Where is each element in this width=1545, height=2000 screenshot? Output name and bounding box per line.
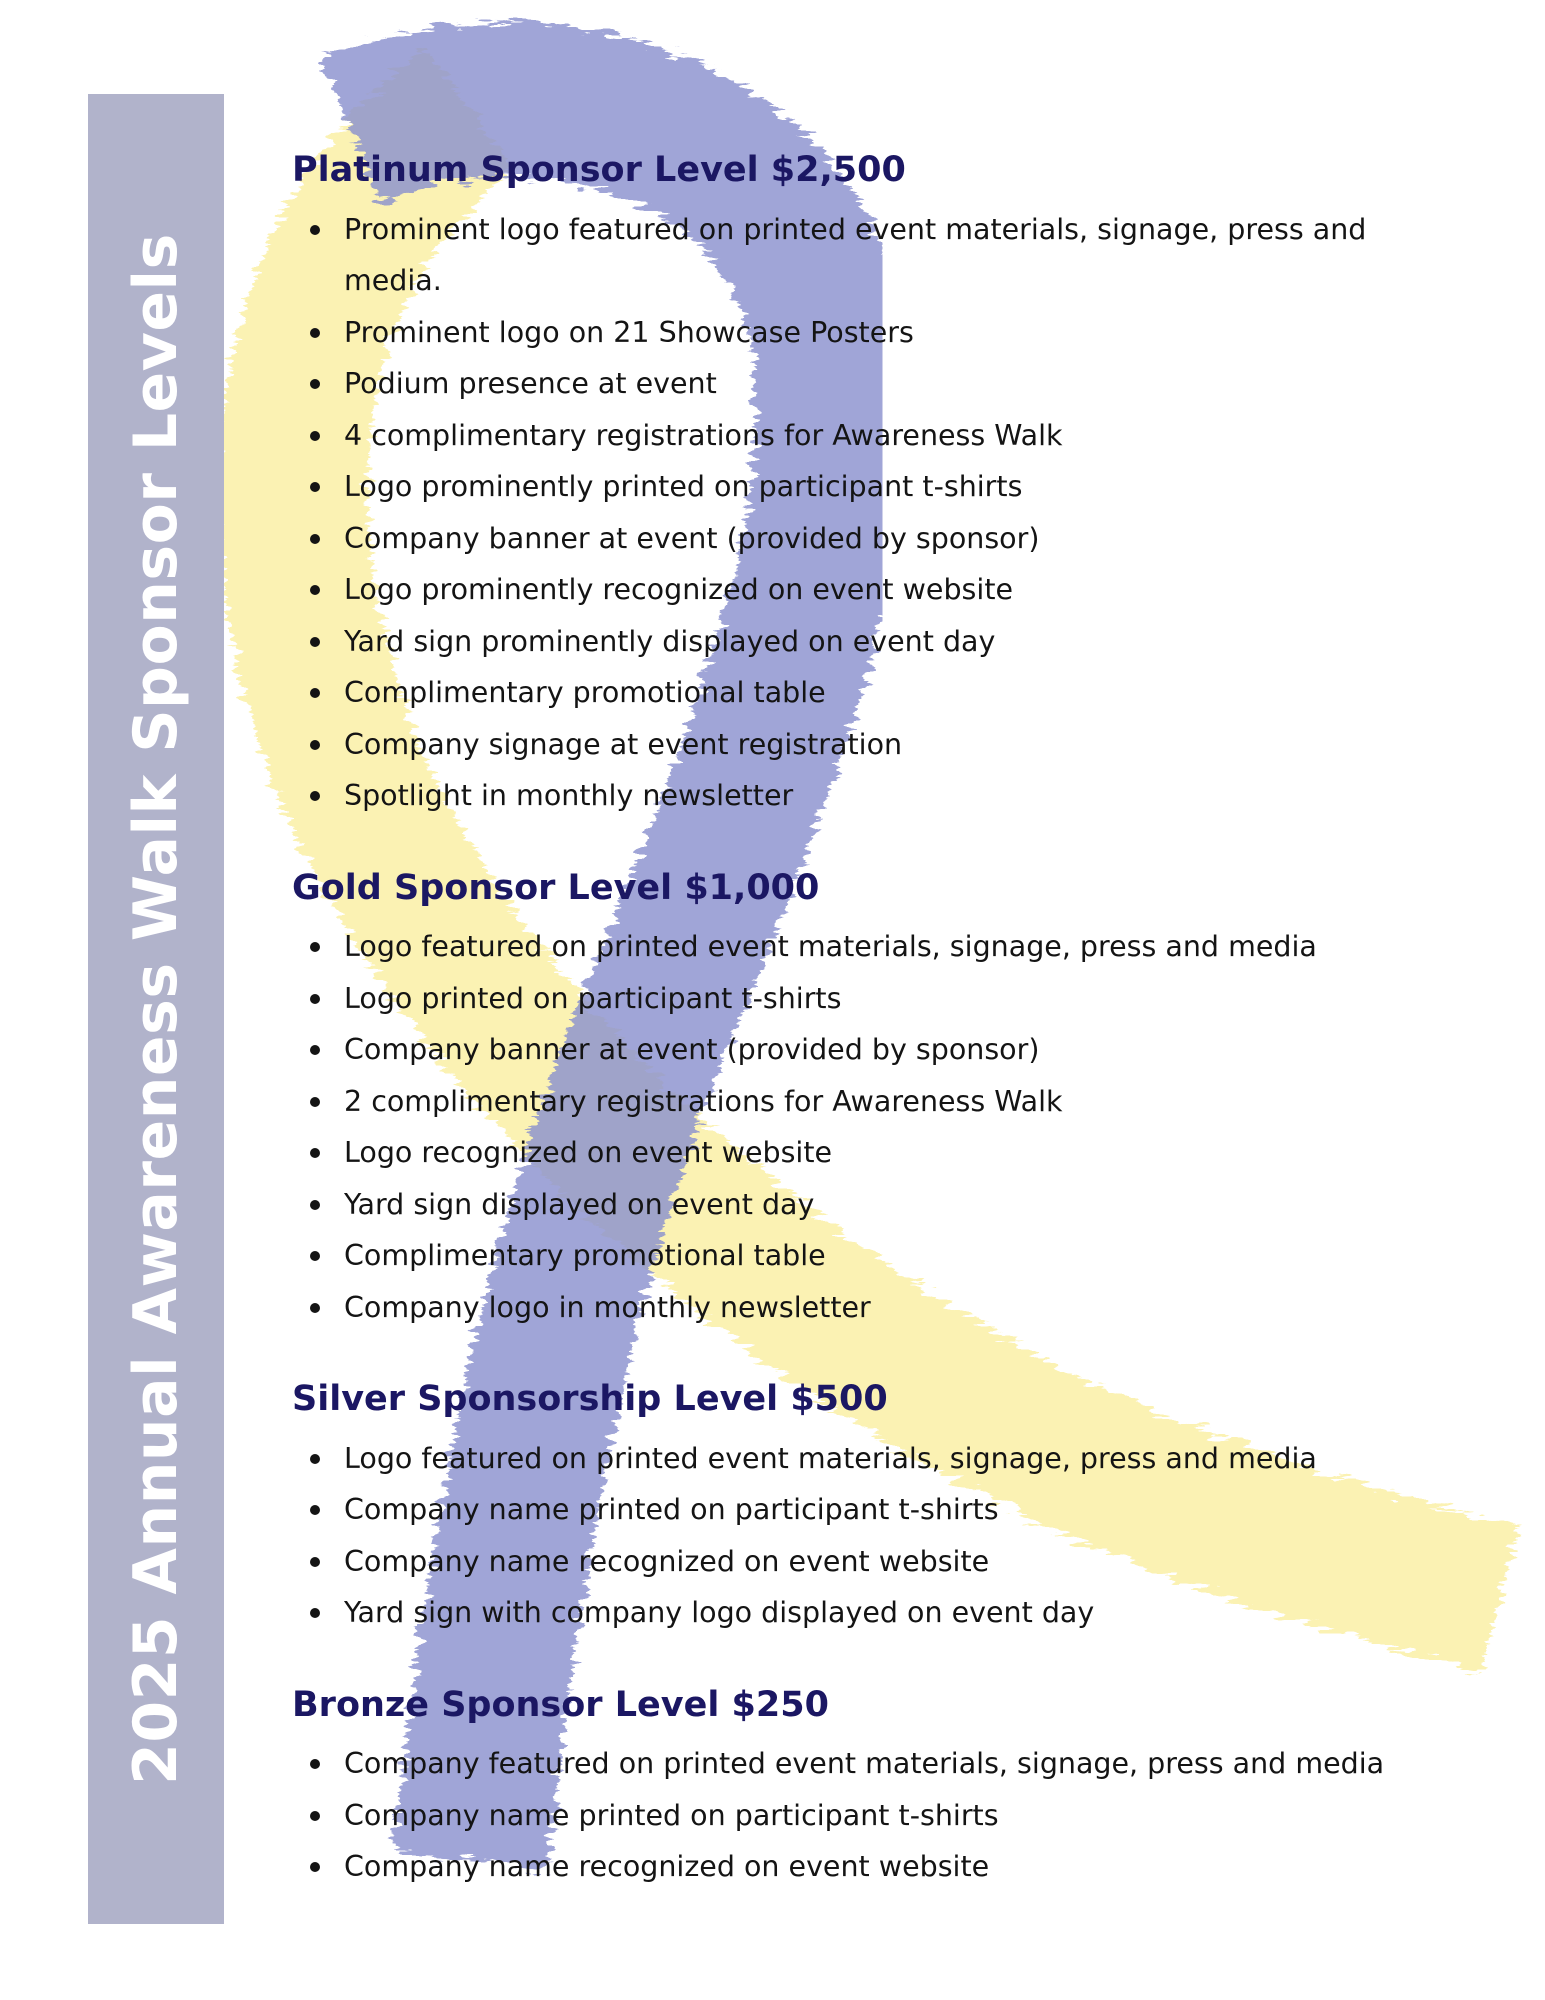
sponsor-level-heading: Platinum Sponsor Level $2,500 — [292, 150, 906, 190]
benefit-text: Company name recognized on event website — [344, 1850, 990, 1883]
bullet-icon — [310, 1608, 320, 1618]
benefit-text: Prominent logo on 21 Showcase Posters — [344, 315, 914, 349]
bullet-icon — [310, 1148, 320, 1158]
bullet-icon — [310, 1454, 320, 1464]
benefit-text: Company banner at event (provided by sponsor) — [344, 1033, 1040, 1066]
bullet-icon — [310, 740, 320, 750]
benefit-text: Company name printed on participant t-shirts — [344, 1798, 999, 1832]
benefit-item — [292, 1076, 1442, 1128]
bullet-icon — [310, 328, 320, 338]
benefit-list — [292, 204, 1442, 822]
bullet-icon — [310, 994, 320, 1004]
benefit-text: Complimentary promotional table — [344, 676, 826, 709]
benefit-text: 2 complimentary registrations for Awareness Walk — [344, 1084, 1063, 1118]
benefit-item — [292, 1841, 1442, 1893]
sponsor-level-section — [292, 1683, 1442, 1893]
benefit-text: Logo prominently printed on participant t-shirts — [344, 470, 1023, 503]
bullet-icon — [310, 791, 320, 801]
benefit-text: Company name recognized on event website — [344, 1544, 990, 1578]
benefit-text: Logo recognized on event website — [344, 1136, 833, 1169]
benefit-item — [292, 564, 1442, 616]
bullet-icon — [310, 688, 320, 698]
benefit-text: 4 complimentary registrations for Awareness Walk — [344, 418, 1063, 452]
benefit-text: Spotlight in monthly newsletter — [344, 779, 794, 812]
bullet-icon — [310, 1862, 320, 1872]
benefit-item — [292, 1484, 1442, 1536]
benefit-list — [292, 1738, 1442, 1893]
benefit-text: Company featured on printed event materials, signage, press and media — [344, 1747, 1385, 1780]
benefit-item — [292, 307, 1442, 359]
benefit-text: Complimentary promotional table — [344, 1239, 826, 1272]
benefit-item — [292, 973, 1442, 1025]
benefit-text: Company signage at event registration — [344, 727, 903, 761]
benefit-text: Prominent logo featured on printed event materials, signage, press and media. — [344, 212, 1367, 297]
bullet-icon — [310, 534, 320, 544]
benefit-item — [292, 770, 1442, 822]
benefit-text: Podium presence at event — [344, 367, 717, 400]
bullet-icon — [310, 1045, 320, 1055]
bullet-icon — [310, 1303, 320, 1313]
benefit-item — [292, 1282, 1442, 1334]
benefit-item — [292, 1179, 1442, 1231]
bullet-icon — [310, 1505, 320, 1515]
benefit-item — [292, 1230, 1442, 1282]
benefit-item — [292, 921, 1442, 973]
benefit-item — [292, 1738, 1442, 1790]
benefit-list — [292, 1433, 1442, 1639]
benefit-item — [292, 204, 1442, 307]
benefit-item — [292, 667, 1442, 719]
sponsor-level-heading: Bronze Sponsor Level $250 — [292, 1684, 829, 1725]
benefit-list — [292, 921, 1442, 1333]
bullet-icon — [310, 1759, 320, 1769]
benefit-text: Logo featured on printed event materials, signage, press and media — [344, 930, 1317, 963]
bullet-icon — [310, 431, 320, 441]
bullet-icon — [310, 1811, 320, 1821]
benefit-item — [292, 1790, 1442, 1842]
sponsor-level-section — [292, 148, 1442, 822]
benefit-item — [292, 1127, 1442, 1179]
benefit-item — [292, 719, 1442, 771]
bullet-icon — [310, 942, 320, 952]
bullet-icon — [310, 1097, 320, 1107]
benefit-item — [292, 410, 1442, 462]
benefit-item — [292, 358, 1442, 410]
bullet-icon — [310, 585, 320, 595]
bullet-icon — [310, 637, 320, 647]
sponsor-level-heading: Silver Sponsorship Level $500 — [292, 1379, 888, 1419]
benefit-item — [292, 1587, 1442, 1639]
benefit-item — [292, 513, 1442, 565]
page-title: 2025 Annual Awareness Walk Sponsor Levels — [121, 233, 191, 1785]
benefit-text: Logo prominently recognized on event website — [344, 573, 1014, 606]
sponsor-level-section — [292, 866, 1442, 1334]
benefit-text: Yard sign with company logo displayed on event day — [344, 1596, 1095, 1629]
benefit-item — [292, 1433, 1442, 1485]
benefit-text: Yard sign prominently displayed on event day — [344, 624, 996, 658]
bullet-icon — [310, 225, 320, 235]
benefit-item — [292, 1024, 1442, 1076]
sponsor-levels-list — [292, 148, 1442, 1937]
bullet-icon — [310, 482, 320, 492]
benefit-text: Company name printed on participant t-shirts — [344, 1493, 999, 1526]
bullet-icon — [310, 379, 320, 389]
benefit-item — [292, 1536, 1442, 1588]
benefit-item — [292, 461, 1442, 513]
benefit-text: Logo printed on participant t-shirts — [344, 981, 842, 1015]
benefit-text: Logo featured on printed event materials, signage, press and media — [344, 1441, 1317, 1475]
bullet-icon — [310, 1557, 320, 1567]
title-band — [88, 94, 224, 1924]
bullet-icon — [310, 1200, 320, 1210]
benefit-item — [292, 616, 1442, 668]
sponsor-level-heading: Gold Sponsor Level $1,000 — [292, 867, 820, 908]
bullet-icon — [310, 1251, 320, 1261]
benefit-text: Company banner at event (provided by sponsor) — [344, 521, 1040, 555]
sponsor-level-section — [292, 1377, 1442, 1639]
benefit-text: Company logo in monthly newsletter — [344, 1290, 871, 1324]
benefit-text: Yard sign displayed on event day — [344, 1187, 815, 1221]
